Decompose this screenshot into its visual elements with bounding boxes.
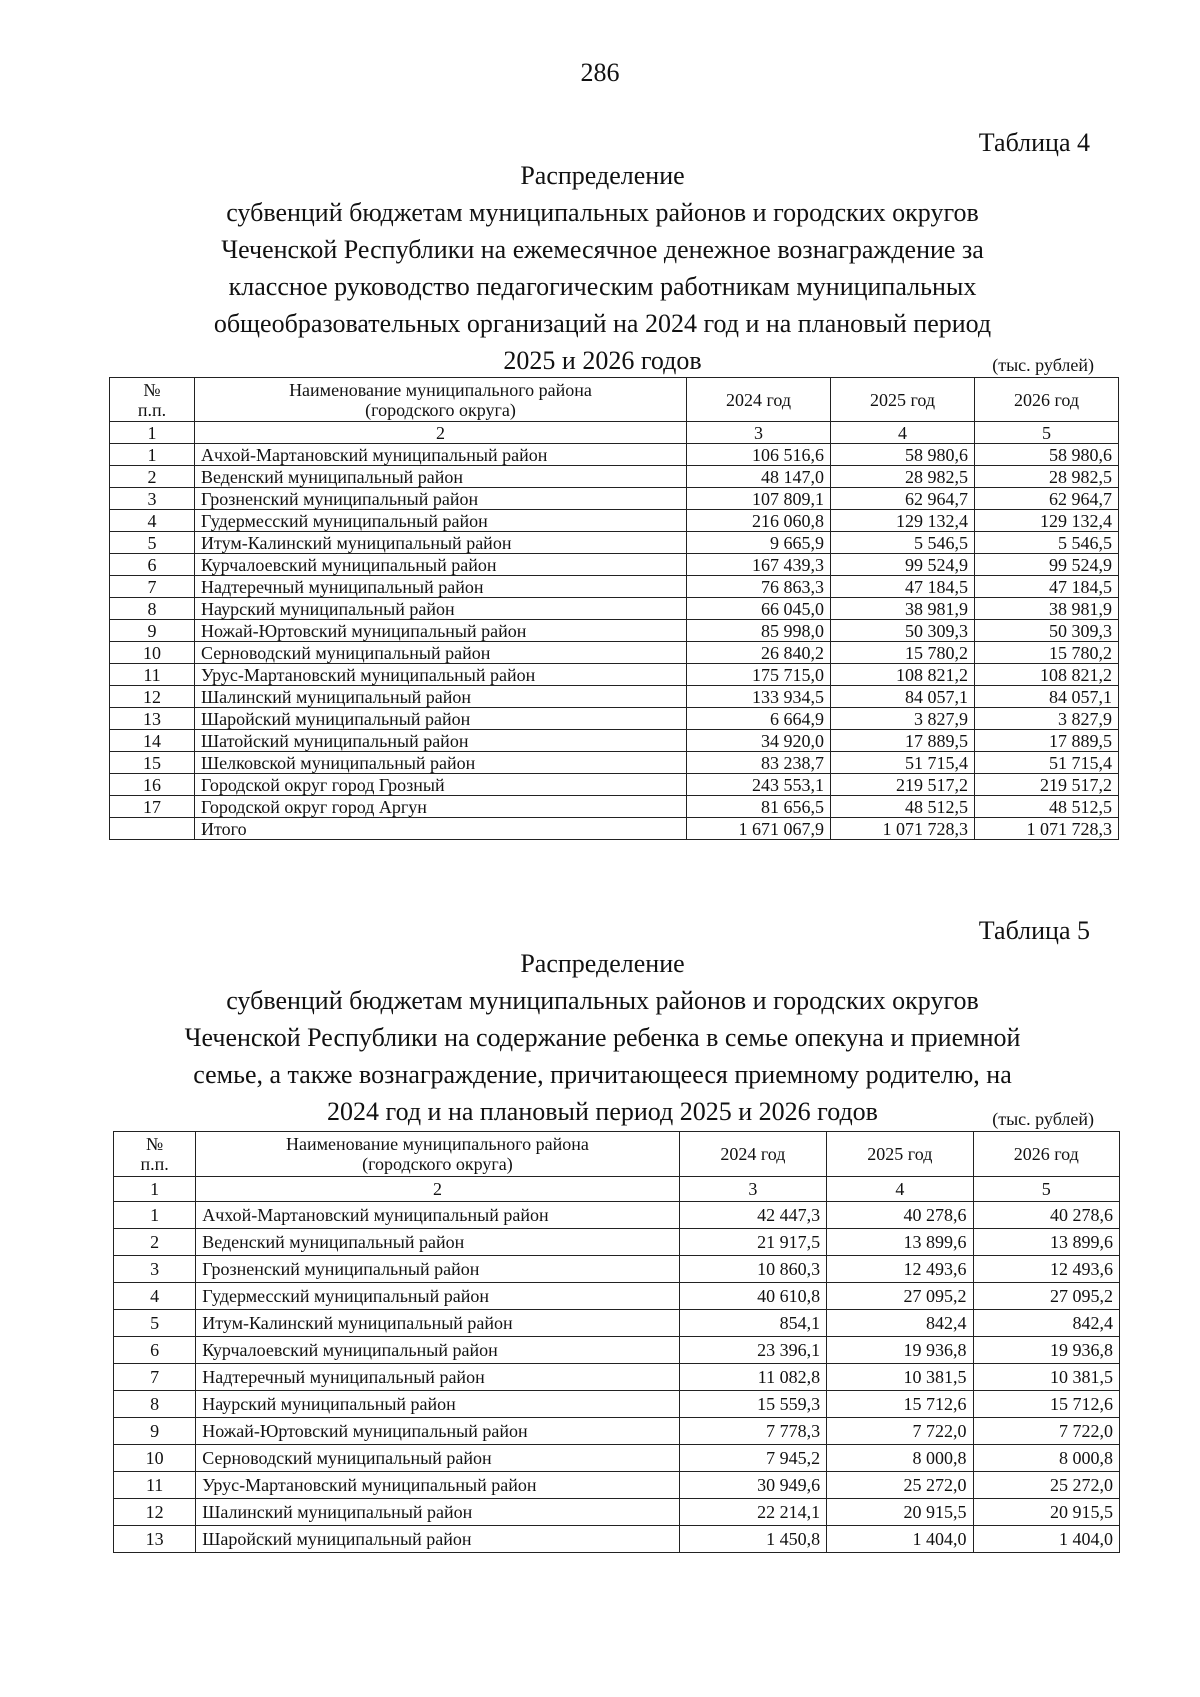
value-2025: 1 071 728,3 [831, 818, 975, 840]
table-row [110, 774, 1119, 796]
table-row [110, 708, 1119, 730]
row-number: 13 [114, 1526, 196, 1553]
value-2026: 19 936,8 [973, 1337, 1119, 1364]
value-2025: 15 780,2 [831, 642, 975, 664]
value-2024: 7 778,3 [679, 1418, 826, 1445]
value-2026: 12 493,6 [973, 1256, 1119, 1283]
value-2026: 129 132,4 [975, 510, 1119, 532]
row-number: 5 [114, 1310, 196, 1337]
value-2026: 842,4 [973, 1310, 1119, 1337]
value-2025: 10 381,5 [827, 1364, 973, 1391]
district-name: Серноводский муниципальный район [195, 642, 687, 664]
row-number: 6 [114, 1337, 196, 1364]
district-name: Итум-Калинский муниципальный район [196, 1310, 679, 1337]
value-2026: 48 512,5 [975, 796, 1119, 818]
row-number: 10 [114, 1445, 196, 1472]
district-name: Шалинский муниципальный район [195, 686, 687, 708]
row-number: 3 [114, 1256, 196, 1283]
value-2026: 38 981,9 [975, 598, 1119, 620]
row-number: 10 [110, 642, 195, 664]
table4-title [130, 157, 1075, 379]
row-number: 8 [110, 598, 195, 620]
value-2025: 1 404,0 [827, 1526, 973, 1553]
value-2026: 28 982,5 [975, 466, 1119, 488]
table-row [110, 466, 1119, 488]
column-number: 3 [687, 422, 831, 444]
table4-title-line: субвенций бюджетам муниципальных районов и городских округов [226, 198, 979, 227]
column-number: 2 [195, 422, 687, 444]
table5-title-line: 2024 год и на плановый период 2025 и 2026 годов [327, 1097, 878, 1126]
value-2025: 51 715,4 [831, 752, 975, 774]
table-row [114, 1499, 1120, 1526]
row-number: 9 [114, 1418, 196, 1445]
row-number: 4 [114, 1283, 196, 1310]
value-2024: 175 715,0 [687, 664, 831, 686]
district-name: Грозненский муниципальный район [195, 488, 687, 510]
value-2026: 47 184,5 [975, 576, 1119, 598]
district-name: Грозненский муниципальный район [196, 1256, 679, 1283]
district-name: Урус-Мартановский муниципальный район [196, 1472, 679, 1499]
row-number [110, 818, 195, 840]
value-2025: 20 915,5 [827, 1499, 973, 1526]
value-2025: 62 964,7 [831, 488, 975, 510]
district-name: Урус-Мартановский муниципальный район [195, 664, 687, 686]
column-number: 4 [827, 1177, 973, 1202]
table4-units: (тыс. рублей) [992, 355, 1094, 375]
district-name: Курчалоевский муниципальный район [195, 554, 687, 576]
value-2024: 34 920,0 [687, 730, 831, 752]
value-2024: 216 060,8 [687, 510, 831, 532]
page-number: 286 [580, 58, 620, 87]
table4-title-line: классное руководство педагогическим работникам муниципальных [228, 272, 977, 301]
row-number: 5 [110, 532, 195, 554]
row-number: 9 [110, 620, 195, 642]
district-name: Надтеречный муниципальный район [196, 1364, 679, 1391]
table5-header-row [114, 1132, 1120, 1177]
value-2025: 40 278,6 [827, 1202, 973, 1229]
table5-title-line: семье, а также вознаграждение, причитающееся приемному родителю, на [193, 1060, 1012, 1089]
value-2025: 17 889,5 [831, 730, 975, 752]
table-row [114, 1391, 1120, 1418]
value-2024: 11 082,8 [679, 1364, 826, 1391]
district-name: Наурский муниципальный район [195, 598, 687, 620]
value-2026: 27 095,2 [973, 1283, 1119, 1310]
value-2024: 15 559,3 [679, 1391, 826, 1418]
value-2025: 50 309,3 [831, 620, 975, 642]
value-2026: 1 071 728,3 [975, 818, 1119, 840]
value-2025: 19 936,8 [827, 1337, 973, 1364]
value-2026: 15 780,2 [975, 642, 1119, 664]
table-row [114, 1310, 1120, 1337]
value-2024: 9 665,9 [687, 532, 831, 554]
row-number: 13 [110, 708, 195, 730]
value-2025: 48 512,5 [831, 796, 975, 818]
district-name: Гудермесский муниципальный район [196, 1283, 679, 1310]
value-2025: 25 272,0 [827, 1472, 973, 1499]
table5-header-number [114, 1132, 196, 1177]
value-2025: 27 095,2 [827, 1283, 973, 1310]
value-2025: 38 981,9 [831, 598, 975, 620]
table4-header-2026: 2026 год [975, 378, 1119, 422]
table4-header-2024: 2024 год [687, 378, 831, 422]
value-2026: 40 278,6 [973, 1202, 1119, 1229]
value-2024: 10 860,3 [679, 1256, 826, 1283]
table5-header-2026: 2026 год [973, 1132, 1119, 1177]
table4-title-line: Распределение [520, 161, 685, 190]
column-number: 5 [973, 1177, 1119, 1202]
value-2025: 47 184,5 [831, 576, 975, 598]
row-number: 12 [114, 1499, 196, 1526]
value-2024: 66 045,0 [687, 598, 831, 620]
row-number: 1 [114, 1202, 196, 1229]
row-number: 7 [114, 1364, 196, 1391]
row-number: 6 [110, 554, 195, 576]
row-number: 2 [114, 1229, 196, 1256]
value-2026: 20 915,5 [973, 1499, 1119, 1526]
table5-column-numbers-row [114, 1177, 1120, 1202]
row-number: 8 [114, 1391, 196, 1418]
district-name: Веденский муниципальный район [195, 466, 687, 488]
table-row [110, 730, 1119, 752]
value-2024: 243 553,1 [687, 774, 831, 796]
value-2026: 25 272,0 [973, 1472, 1119, 1499]
table5-units: (тыс. рублей) [992, 1109, 1094, 1129]
value-2026: 10 381,5 [973, 1364, 1119, 1391]
column-number: 2 [196, 1177, 679, 1202]
district-name: Городской округ город Аргун [195, 796, 687, 818]
table4-title-line: общеобразовательных организаций на 2024 год и на плановый период [213, 309, 992, 338]
table4-header-2025: 2025 год [831, 378, 975, 422]
table-row [110, 554, 1119, 576]
value-2024: 22 214,1 [679, 1499, 826, 1526]
value-2025: 129 132,4 [831, 510, 975, 532]
value-2025: 84 057,1 [831, 686, 975, 708]
header-name-line: Наименование муниципального района [286, 1134, 589, 1154]
value-2026: 3 827,9 [975, 708, 1119, 730]
table-row [110, 598, 1119, 620]
district-name: Ножай-Юртовский муниципальный район [196, 1418, 679, 1445]
district-name: Шелковской муниципальный район [195, 752, 687, 774]
table-row [114, 1256, 1120, 1283]
district-name: Городской округ город Грозный [195, 774, 687, 796]
header-name-line: Наименование муниципального района [289, 379, 592, 400]
table-row [110, 664, 1119, 686]
table5-title [130, 945, 1075, 1130]
table4-title-line: 2025 и 2026 годов [503, 346, 702, 375]
value-2024: 85 998,0 [687, 620, 831, 642]
value-2024: 1 450,8 [679, 1526, 826, 1553]
table5-title-line: Распределение [520, 949, 685, 978]
value-2024: 40 610,8 [679, 1283, 826, 1310]
table-row [110, 686, 1119, 708]
value-2025: 99 524,9 [831, 554, 975, 576]
value-2026: 1 404,0 [973, 1526, 1119, 1553]
value-2024: 107 809,1 [687, 488, 831, 510]
value-2025: 3 827,9 [831, 708, 975, 730]
table5-header-2025: 2025 год [827, 1132, 973, 1177]
table4-header-name [195, 378, 687, 422]
table-row [114, 1283, 1120, 1310]
table-row [114, 1202, 1120, 1229]
district-name: Надтеречный муниципальный район [195, 576, 687, 598]
table5-label: Таблица 5 [978, 916, 1090, 945]
district-name: Ачхой-Мартановский муниципальный район [196, 1202, 679, 1229]
table5-header-name [196, 1132, 679, 1177]
value-2026: 219 517,2 [975, 774, 1119, 796]
value-2024: 167 439,3 [687, 554, 831, 576]
row-number: 17 [110, 796, 195, 818]
value-2026: 84 057,1 [975, 686, 1119, 708]
value-2026: 58 980,6 [975, 444, 1119, 466]
district-name: Шаройский муниципальный район [196, 1526, 679, 1553]
value-2025: 7 722,0 [827, 1418, 973, 1445]
value-2024: 6 664,9 [687, 708, 831, 730]
value-2026: 7 722,0 [973, 1418, 1119, 1445]
value-2025: 8 000,8 [827, 1445, 973, 1472]
value-2026: 62 964,7 [975, 488, 1119, 510]
table-row [114, 1337, 1120, 1364]
row-number: 14 [110, 730, 195, 752]
value-2024: 76 863,3 [687, 576, 831, 598]
table-row [110, 642, 1119, 664]
row-number: 1 [110, 444, 195, 466]
table5-title-line: субвенций бюджетам муниципальных районов и городских округов [226, 986, 979, 1015]
value-2024: 30 949,6 [679, 1472, 826, 1499]
table-row [114, 1418, 1120, 1445]
value-2025: 58 980,6 [831, 444, 975, 466]
value-2024: 26 840,2 [687, 642, 831, 664]
table5-header-2024: 2024 год [679, 1132, 826, 1177]
district-name: Итого [195, 818, 687, 840]
district-name: Гудермесский муниципальный район [195, 510, 687, 532]
value-2026: 17 889,5 [975, 730, 1119, 752]
district-name: Итум-Калинский муниципальный район [195, 532, 687, 554]
table-row [110, 488, 1119, 510]
table4-column-numbers-row [110, 422, 1119, 444]
value-2025: 28 982,5 [831, 466, 975, 488]
value-2024: 81 656,5 [687, 796, 831, 818]
value-2026: 8 000,8 [973, 1445, 1119, 1472]
table4-header-number [110, 378, 195, 422]
value-2024: 42 447,3 [679, 1202, 826, 1229]
value-2024: 48 147,0 [687, 466, 831, 488]
table4 [109, 377, 1119, 840]
value-2025: 842,4 [827, 1310, 973, 1337]
value-2024: 21 917,5 [679, 1229, 826, 1256]
value-2026: 13 899,6 [973, 1229, 1119, 1256]
row-number: 3 [110, 488, 195, 510]
table-row [110, 752, 1119, 774]
value-2024: 83 238,7 [687, 752, 831, 774]
district-name: Ножай-Юртовский муниципальный район [195, 620, 687, 642]
value-2026: 51 715,4 [975, 752, 1119, 774]
value-2026: 108 821,2 [975, 664, 1119, 686]
table-row [110, 620, 1119, 642]
value-2025: 12 493,6 [827, 1256, 973, 1283]
header-name-line: (городского округа) [362, 1154, 513, 1174]
column-number: 3 [679, 1177, 826, 1202]
table-row [110, 576, 1119, 598]
value-2025: 13 899,6 [827, 1229, 973, 1256]
row-number: 16 [110, 774, 195, 796]
district-name: Веденский муниципальный район [196, 1229, 679, 1256]
table-row [110, 510, 1119, 532]
total-row [110, 818, 1119, 840]
table-row [114, 1229, 1120, 1256]
value-2024: 133 934,5 [687, 686, 831, 708]
column-number: 5 [975, 422, 1119, 444]
value-2025: 15 712,6 [827, 1391, 973, 1418]
table-row [114, 1445, 1120, 1472]
district-name: Серноводский муниципальный район [196, 1445, 679, 1472]
table4-label: Таблица 4 [978, 128, 1090, 157]
header-num-line: № [143, 379, 161, 400]
table-row [114, 1364, 1120, 1391]
value-2025: 5 546,5 [831, 532, 975, 554]
district-name: Курчалоевский муниципальный район [196, 1337, 679, 1364]
table-row [114, 1526, 1120, 1553]
header-num-line: п.п. [140, 1154, 169, 1174]
value-2026: 15 712,6 [973, 1391, 1119, 1418]
table5 [113, 1131, 1120, 1553]
row-number: 4 [110, 510, 195, 532]
value-2024: 7 945,2 [679, 1445, 826, 1472]
header-name-line: (городского округа) [365, 399, 516, 420]
row-number: 2 [110, 466, 195, 488]
value-2026: 5 546,5 [975, 532, 1119, 554]
value-2025: 219 517,2 [831, 774, 975, 796]
district-name: Наурский муниципальный район [196, 1391, 679, 1418]
table-row [110, 532, 1119, 554]
table4-title-line: Чеченской Республики на ежемесячное денежное вознаграждение за [221, 235, 984, 264]
value-2024: 23 396,1 [679, 1337, 826, 1364]
header-num-line: № [146, 1134, 164, 1154]
district-name: Шалинский муниципальный район [196, 1499, 679, 1526]
row-number: 7 [110, 576, 195, 598]
value-2024: 1 671 067,9 [687, 818, 831, 840]
table5-title-line: Чеченской Республики на содержание ребенка в семье опекуна и приемной [184, 1023, 1021, 1052]
row-number: 12 [110, 686, 195, 708]
table4-header-row [110, 378, 1119, 422]
column-number: 4 [831, 422, 975, 444]
value-2026: 99 524,9 [975, 554, 1119, 576]
column-number: 1 [110, 422, 195, 444]
value-2025: 108 821,2 [831, 664, 975, 686]
value-2024: 106 516,6 [687, 444, 831, 466]
district-name: Шаройский муниципальный район [195, 708, 687, 730]
table-row [114, 1472, 1120, 1499]
table-row [110, 444, 1119, 466]
header-num-line: п.п. [137, 399, 167, 420]
value-2024: 854,1 [679, 1310, 826, 1337]
district-name: Ачхой-Мартановский муниципальный район [195, 444, 687, 466]
column-number: 1 [114, 1177, 196, 1202]
district-name: Шатойский муниципальный район [195, 730, 687, 752]
value-2026: 50 309,3 [975, 620, 1119, 642]
row-number: 11 [114, 1472, 196, 1499]
row-number: 15 [110, 752, 195, 774]
table-row [110, 796, 1119, 818]
row-number: 11 [110, 664, 195, 686]
